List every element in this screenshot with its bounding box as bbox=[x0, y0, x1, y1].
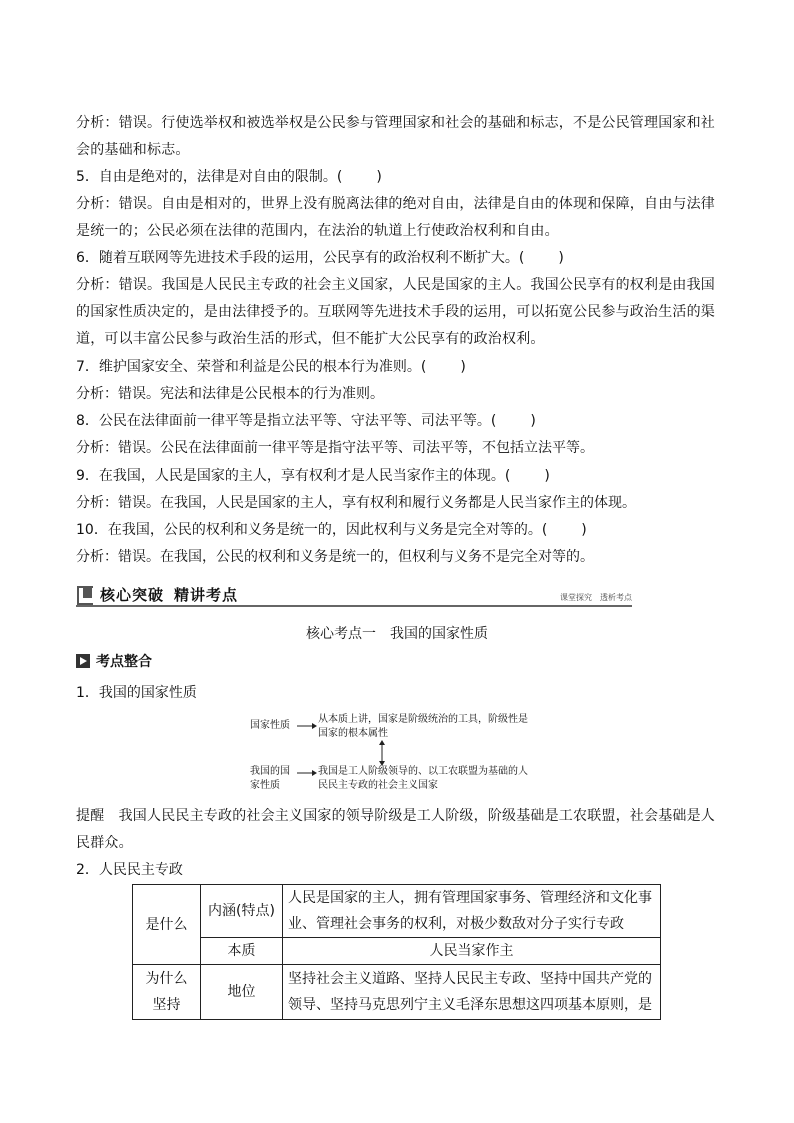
question-9 bbox=[76, 463, 550, 490]
question-text: 7．维护国家安全、荣誉和利益是公民的根本行为准则。( bbox=[76, 359, 427, 375]
analysis-7: 分析：错误。宪法和法律是公民根本的行为准则。 bbox=[76, 386, 384, 402]
table-cell: 是什么 bbox=[133, 885, 201, 965]
diagram-text: 我国的国 bbox=[250, 766, 290, 777]
table-cell: 地位 bbox=[201, 965, 283, 1020]
table-cell bbox=[133, 965, 201, 1020]
dictatorship-table bbox=[132, 884, 661, 1020]
topic-title: 核心考点一 我国的国家性质 bbox=[306, 626, 488, 642]
sub-heading bbox=[76, 650, 152, 674]
diagram-node-nature: 国家性质 bbox=[250, 720, 290, 731]
section-banner bbox=[76, 583, 632, 609]
analysis-paragraph: 分析：错误。自由是相对的，世界上没有脱离法律的绝对自由，法律是自由的体现和保障，自由与法律是统一的；公民必须在法律的范围内，在法治的轨道上行使政治权利和自由。 bbox=[76, 196, 715, 239]
diagram-node-china-nature bbox=[250, 765, 290, 793]
question-text: 5．自由是绝对的，法律是对自由的限制。( bbox=[76, 169, 343, 185]
question-text: 6．随着互联网等先进技术手段的运用，公民享有的政治权利不断扩大。( bbox=[76, 250, 525, 266]
table-cell: 人民是国家的主人，拥有管理国家事务、管理经济和文化事业、管理社会事务的权利，对极少数敌对分子实行专政 bbox=[283, 885, 661, 938]
question-text: 10．在我国，公民的权利和义务是统一的，因此权利与义务是完全对等的。( bbox=[76, 522, 548, 538]
table-row bbox=[133, 885, 661, 938]
table-cell: 本质 bbox=[201, 938, 283, 965]
diagram-text: 从本质上讲，国家是阶级统治的工具，阶级性是 bbox=[318, 714, 528, 725]
question-6 bbox=[76, 245, 564, 272]
question-10 bbox=[76, 517, 587, 544]
play-triangle-icon bbox=[76, 654, 90, 668]
banner-rule bbox=[76, 605, 632, 607]
banner-title-part: 精讲考点 bbox=[174, 586, 239, 604]
banner-title bbox=[100, 584, 238, 605]
analysis-8: 分析：错误。公民在法律面前一律平等是指守法平等、司法平等，不包括立法平等。 bbox=[76, 440, 594, 456]
sub-heading-text: 考点整合 bbox=[96, 654, 152, 670]
diagram-double-arrow bbox=[376, 739, 388, 767]
banner-subtitle-part: 透析考点 bbox=[600, 593, 632, 602]
item-2-heading: 2．人民民主专政 bbox=[76, 862, 183, 878]
banner-subtitle bbox=[560, 592, 632, 603]
table-cell-text: 为什么坚持 bbox=[145, 971, 188, 1013]
table-cell: 内涵(特点) bbox=[201, 885, 283, 938]
table-cell: 坚持社会主义道路、坚持人民民主专政、坚持中国共产党的领导、坚持马克思列宁主义毛泽东思想这四项基本原则，是 bbox=[283, 965, 661, 1020]
table-row bbox=[133, 965, 661, 1020]
tip-text: 我国人民民主专政的社会主义国家的领导阶级是工人阶级，阶级基础是工农联盟，社会基础是人民群众。 bbox=[76, 808, 716, 851]
analysis-9: 分析：错误。在我国，人民是国家的主人，享有权利和履行义务都是人民当家作主的体现。 bbox=[76, 495, 636, 511]
question-8 bbox=[76, 408, 536, 435]
diagram-arrows bbox=[290, 715, 330, 795]
diagram-node-china-state bbox=[318, 765, 528, 793]
question-7 bbox=[76, 354, 466, 381]
analysis-paragraph: 分析：错误。我国是人民民主专政的社会主义国家，人民是国家的主人。我国公民享有的权利是由我国的国家性质决定的，是由法律授予的。互联网等先进技术手段的运用，可以拓宽公民参与政治生活的渠道，可以丰富公民参与政治生活的形式，但不能扩大公民享有的政治权利。 bbox=[76, 277, 715, 347]
diagram-text: 我国是工人阶级领导的、以工农联盟为基础的人 bbox=[318, 766, 528, 777]
banner-subtitle-part: 课堂探究 bbox=[560, 593, 592, 602]
close-paren: ) bbox=[544, 468, 550, 484]
diagram-text: 民民主专政的社会主义国家 bbox=[318, 780, 438, 791]
banner-square-icon bbox=[77, 586, 93, 606]
question-text: 8．公民在法律面前一律平等是指立法平等、守法平等、司法平等。( bbox=[76, 413, 497, 429]
close-paren: ) bbox=[376, 169, 382, 185]
question-5 bbox=[76, 164, 382, 191]
table-row bbox=[133, 938, 661, 965]
analysis-10: 分析：错误。在我国，公民的权利和义务是统一的，但权利与义务不是完全对等的。 bbox=[76, 549, 594, 565]
item-1-heading: 1．我国的国家性质 bbox=[76, 685, 197, 701]
tip-label: 提醒 bbox=[76, 808, 105, 824]
close-paren: ) bbox=[558, 250, 564, 266]
diagram-text: 家性质 bbox=[250, 780, 280, 791]
diagram-node-essence bbox=[318, 713, 528, 741]
close-paren: ) bbox=[460, 359, 466, 375]
tip-paragraph bbox=[76, 803, 718, 857]
question-text: 9．在我国，人民是国家的主人，享有权利才是人民当家作主的体现。( bbox=[76, 468, 511, 484]
diagram-text: 国家的根本属性 bbox=[318, 728, 388, 739]
close-paren: ) bbox=[530, 413, 536, 429]
table-cell: 人民当家作主 bbox=[283, 938, 661, 965]
close-paren: ) bbox=[581, 522, 587, 538]
analysis-paragraph: 分析：错误。行使选举权和被选举权是公民参与管理国家和社会的基础和标志，不是公民管理国家和社会的基础和标志。 bbox=[76, 115, 715, 158]
banner-title-part: 核心突破 bbox=[100, 586, 165, 604]
